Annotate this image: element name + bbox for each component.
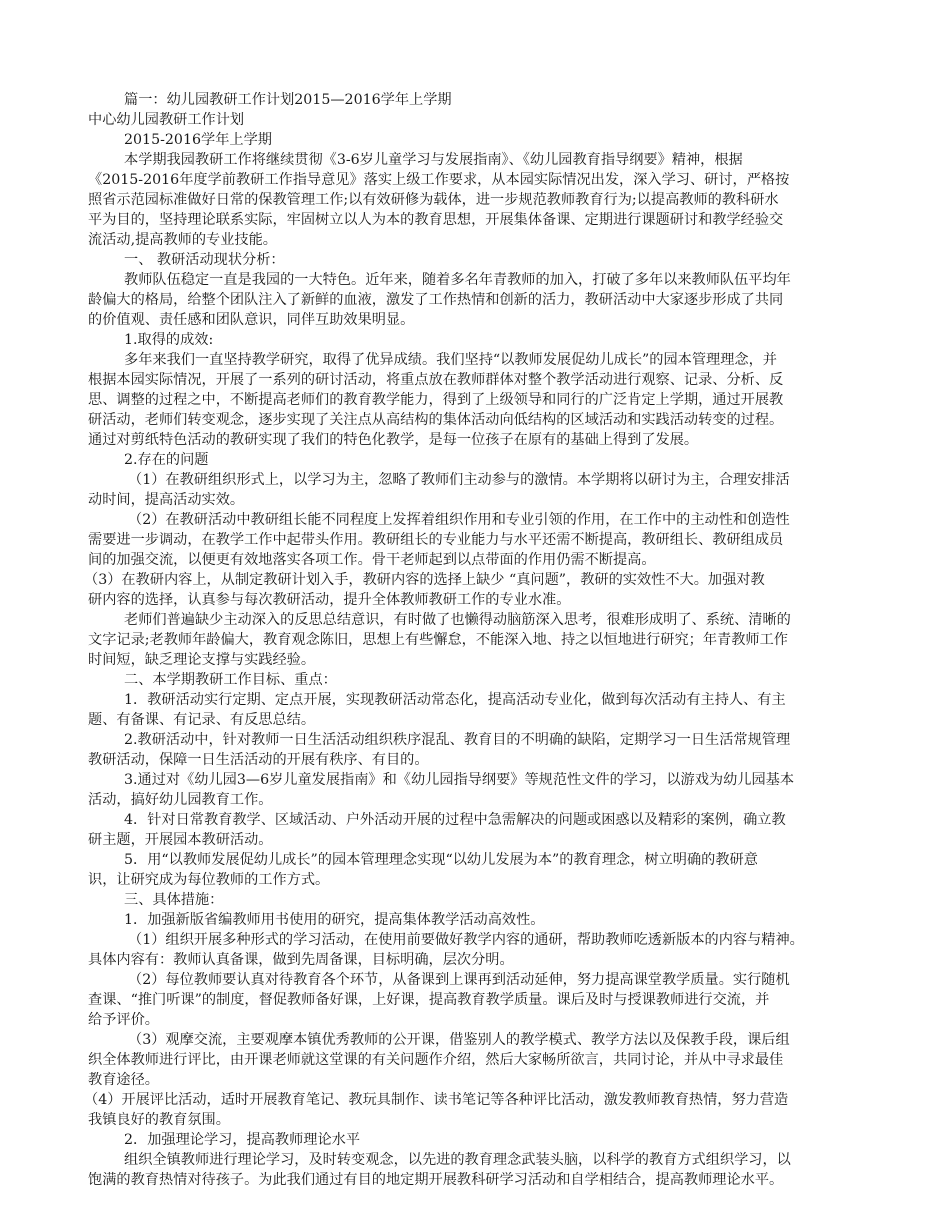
- text-line: 2.教研活动中，针对教师一日生活活动组织秩序混乱、教育目的不明确的缺陷，定期学习一日生活常规管理: [124, 732, 791, 748]
- text-line: 动时间，提高活动实效。: [88, 492, 245, 508]
- text-line: 多年来我们一直坚持教学研究，取得了优异成绩。我们坚持“以教师发展促幼儿成长”的园本管理理念，并: [124, 352, 777, 368]
- text-line: 教师队伍稳定一直是我园的一大特色。近年来，随着多名年青教师的加入，打破了多年以来教师队伍平均年: [124, 272, 791, 288]
- text-line: 思、调整的过程之中，不断提高老师们的教育教学能力，得到了上级领导和同行的广泛肯定上学期，通过开展教: [88, 392, 784, 408]
- text-line: 教育途径。: [88, 1072, 159, 1088]
- text-line: （3）在教研内容上，从制定教研计划入手，教研内容的选择上缺少 “真问题”，教研的实效性不大。加强对教: [84, 572, 765, 588]
- text-line: 给予评价。: [88, 1012, 159, 1028]
- subsection-heading: 1.取得的成效:: [124, 332, 214, 348]
- text-line: 平为目的，坚持理论联系实际，牢固树立以人为本的教育思想，开展集体备课、定期进行课题研讨和教学经验交: [88, 212, 784, 228]
- text-line: 研主题，开展园本教研活动。: [88, 832, 273, 848]
- text-line: 活动，搞好幼儿园教育工作。: [88, 792, 273, 808]
- document-title: 篇一：幼儿园教研工作计划2015—2016学年上学期: [124, 92, 452, 108]
- text-line: （1）在教研组织形式上，以学习为主，忽略了教师们主动参与的激情。本学期将以研讨为主，合理安排活: [128, 472, 790, 488]
- text-line: 根据本园实际情况，开展了一系列的研讨活动，将重点放在教师群体对整个教学活动进行观察、记录、分析、反: [88, 372, 784, 388]
- subsection-heading: 1．加强新版省编教师用书使用的研究，提高集体教学活动高效性。: [124, 912, 545, 928]
- text-line: 间的加强交流，以便更有效地落实各项工作。骨干老师起到以点带面的作用仍需不断提高。: [88, 552, 656, 568]
- text-line: （2）每位教师要认真对待教育各个环节，从备课到上课再到活动延伸，努力提高课堂教学质量。实行随机: [128, 972, 790, 988]
- subsection-heading: 2．加强理论学习，提高教师理论水平: [124, 1132, 361, 1148]
- text-line: 我镇良好的教育氛围。: [88, 1112, 230, 1128]
- text-line: 流活动,提高教师的专业技能。: [88, 232, 277, 248]
- text-line: （1）组织开展多种形式的学习活动，在使用前要做好教学内容的通研，帮助教师吃透新版本的内容与精神。: [128, 932, 804, 948]
- text-line: 查课、“推门听课”的制度，督促教师备好课，上好课，提高教育教学质量。课后及时与授课教师进行交流，并: [88, 992, 770, 1008]
- text-line: 4．针对日常教育教学、区域活动、户外活动开展的过程中急需解决的问题或困惑以及精彩的案例，确立教: [124, 812, 786, 828]
- text-line: （4）开展评比活动，适时开展教育笔记、教玩具制作、读书笔记等各种评比活动，激发教师教育热情，努力营造: [84, 1092, 789, 1108]
- text-line: 3.通过对《幼儿园3—6岁儿童发展指南》和《幼儿园指导纲要》等规范性文件的学习，以游戏为幼儿园基本: [124, 772, 795, 788]
- subsection-heading: 2.存在的问题: [124, 452, 209, 468]
- text-line: 题、有备课、有记录、有反思总结。: [88, 712, 316, 728]
- section-heading: 一、 教研活动现状分析：: [124, 252, 285, 268]
- text-line: 研活动，老师们转变观念，逐步实现了关注点从高结构的集体活动向低结构的区域活动和实践活动转变的过程。: [88, 412, 784, 428]
- text-line: 织全体教师进行评比，由开课老师就这堂课的有关问题作介绍，然后大家畅所欲言，共同讨论，并从中寻求最佳: [88, 1052, 784, 1068]
- text-line: 5．用“以教师发展促幼儿成长”的园本管理理念实现“以幼儿发展为本”的教育理念，树立明确的教研意: [124, 852, 758, 868]
- text-line: 《2015-2016年度学前教研工作指导意见》落实上级工作要求，从本园实际情况出发，深入学习、研讨，严格按: [88, 172, 790, 188]
- text-line: 照省示范园标准做好日常的保教管理工作;以有效研修为载体，进一步规范教师教育行为;以提高教师的教科研水: [88, 192, 779, 208]
- text-line: 的价值观、责任感和团队意识，同伴互助效果明显。: [88, 312, 415, 328]
- text-line: （2）在教研活动中教研组长能不同程度上发挥着组织作用和专业引领的作用，在工作中的主动性和创造性: [128, 512, 790, 528]
- text-line: 文字记录;老教师年龄偏大，教育观念陈旧，思想上有些懈怠，不能深入地、持之以恒地进行研究；年青教师工作: [88, 632, 788, 648]
- text-line: 本学期我园教研工作将继续贯彻《3-6岁儿童学习与发展指南》、《幼儿园教育指导纲要》精神，根据: [124, 152, 743, 168]
- text-line: 识，让研究成为每位教师的工作方式。: [88, 872, 330, 888]
- text-line: 饱满的教育热情对待孩子。为此我们通过有目的地定期开展教科研学习活动和自学相结合，提高教师理论水平。: [88, 1172, 784, 1188]
- text-line: 时间短，缺乏理论支撑与实践经验。: [88, 652, 316, 668]
- text-line: 龄偏大的格局，给整个团队注入了新鲜的血液，激发了工作热情和创新的活力，教研活动中大家逐步形成了共同: [88, 292, 784, 308]
- text-line: 教研活动，保障一日生活活动的开展有秩序、有目的。: [88, 752, 429, 768]
- text-line: （3）观摩交流，主要观摩本镇优秀教师的公开课，借鉴别人的教学模式、教学方法以及保教手段，课后组: [128, 1032, 790, 1048]
- text-line: 老师们普遍缺少主动深入的反思总结意识，有时做了也懒得动脑筋深入思考，很难形成明了、系统、清晰的: [124, 612, 791, 628]
- text-line: 具体内容有：教师认真备课，做到先周备课，目标明确，层次分明。: [88, 952, 514, 968]
- section-heading: 二、本学期教研工作目标、重点：: [124, 672, 337, 688]
- text-line: 1．教研活动实行定期、定点开展，实现教研活动常态化，提高活动专业化，做到每次活动有主持人、有主: [124, 692, 786, 708]
- text-line: 需要进一步调动，在教学工作中起带头作用。教研组长的专业能力与水平还需不断提高，教研组长、教研组成员: [88, 532, 784, 548]
- term-line: 2015-2016学年上学期: [124, 132, 272, 148]
- text-line: 通过对剪纸特色活动的教研实现了我们的特色化教学，是每一位孩子在原有的基础上得到了发展。: [88, 432, 699, 448]
- text-line: 研内容的选择，认真参与每次教研活动，提升全体教师教研工作的专业水准。: [88, 592, 571, 608]
- section-heading: 三、具体措施：: [124, 892, 224, 908]
- text-line: 组织全镇教师进行理论学习，及时转变观念，以先进的教育理念武装头脑，以科学的教育方式组织学习，以: [124, 1152, 791, 1168]
- subtitle: 中心幼儿园教研工作计划: [88, 112, 245, 128]
